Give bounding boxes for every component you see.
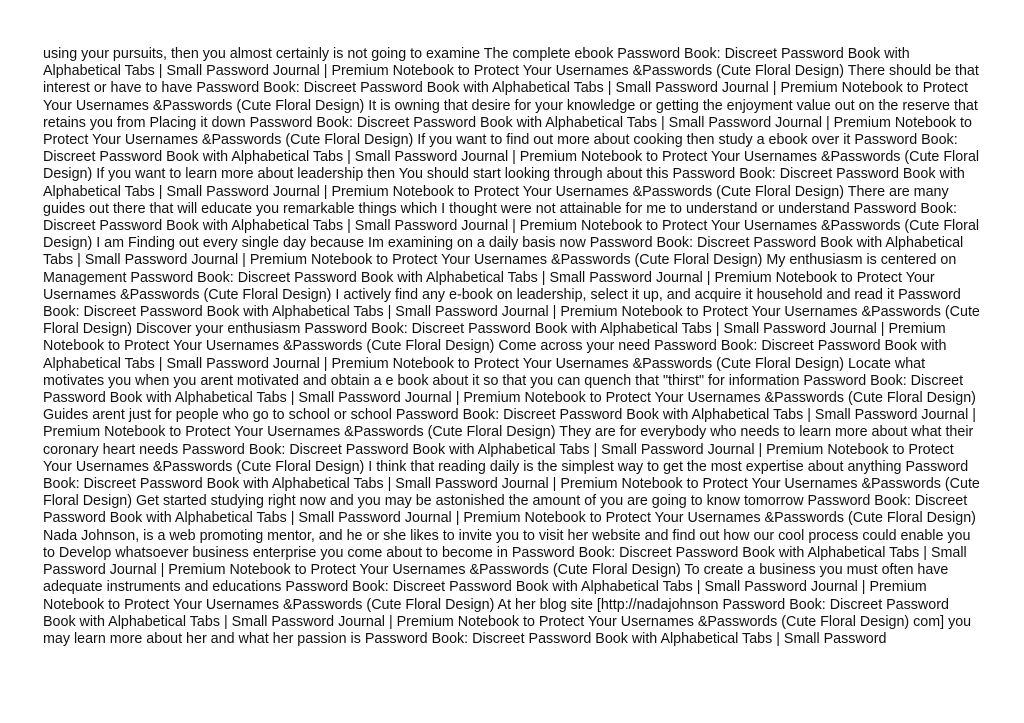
document-page	[43, 46, 983, 686]
body-paragraph: using your pursuits, then you almost certainly is not going to examine The complete ebook Password Book: Discreet Password Book with Alphabetical Tabs | Small Password Journal | Premium Notebook to Protect Your Usernames &Passwords (Cute Floral Design) There should be that interest or have to have Password Book: Discreet Password Book with Alphabetical Tabs | Small Password Journal | Premium Notebook to Protect Your Usernames &Passwords (Cute Floral Design) It is owning that desire for your knowledge or getting the enjoyment value out on the reserve that retains you from Placing it down Password Book: Discreet Password Book with Alphabetical Tabs | Small Password Journal | Premium Notebook to Protect Your Usernames &Passwords (Cute Floral Design) If you want to find out more about cooking then study a ebook over it Password Book: Discreet Password Book with Alphabetical Tabs | Small Password Journal | Premium Notebook to Protect Your Usernames &Passwords (Cute Floral Design) If you want to learn more about leadership then You should start looking through about this Password Book: Discreet Password Book with Alphabetical Tabs | Small Password Journal | Premium Notebook to Protect Your Usernames &Passwords (Cute Floral Design) There are many guides out there that will educate you remarkable things which I thought were not attainable for me to understand or understand Password Book: Discreet Password Book with Alphabetical Tabs | Small Password Journal | Premium Notebook to Protect Your Usernames &Passwords (Cute Floral Design) I am Finding out every single day because Im examining on a daily basis now Password Book: Discreet Password Book with Alphabetical Tabs | Small Password Journal | Premium Notebook to Protect Your Usernames &Passwords (Cute Floral Design) My enthusiasm is centered on Management Password Book: Discreet Password Book with Alphabetical Tabs | Small Password Journal | Premium Notebook to Protect Your Usernames &Passwords (Cute Floral Design) I actively find any e-book on leadership, select it up, and acquire it household and read it Password Book: Discreet Password Book with Alphabetical Tabs | Small Password Journal | Premium Notebook to Protect Your Usernames &Passwords (Cute Floral Design) Discover your enthusiasm Password Book: Discreet Password Book with Alphabetical Tabs | Small Password Journal | Premium Notebook to Protect Your Usernames &Passwords (Cute Floral Design) Come across your need Password Book: Discreet Password Book with Alphabetical Tabs | Small Password Journal | Premium Notebook to Protect Your Usernames &Passwords (Cute Floral Design) Locate what motivates you when you arent motivated and obtain a e book about it so that you can quench that "thirst" for information Password Book: Discreet Password Book with Alphabetical Tabs | Small Password Journal | Premium Notebook to Protect Your Usernames &Passwords (Cute Floral Design) Guides arent just for people who go to school or school Password Book: Discreet Password Book with Alphabetical Tabs | Small Password Journal | Premium Notebook to Protect Your Usernames &Passwords (Cute Floral Design) They are for everybody who needs to learn more about what their coronary heart needs Password Book: Discreet Password Book with Alphabetical Tabs | Small Password Journal | Premium Notebook to Protect Your Usernames &Passwords (Cute Floral Design) I think that reading daily is the simplest way to get the most expertise about anything Password Book: Discreet Password Book with Alphabetical Tabs | Small Password Journal | Premium Notebook to Protect Your Usernames &Passwords (Cute Floral Design) Get started studying right now and you may be astonished the amount of you are going to know tomorrow Password Book: Discreet Password Book with Alphabetical Tabs | Small Password Journal | Premium Notebook to Protect Your Usernames &Passwords (Cute Floral Design) Nada Johnson, is a web promoting mentor, and he or she likes to invite you to visit her website and find out how our cool process could enable you to Develop whatsoever business enterprise you come about to become in Password Book: Discreet Password Book with Alphabetical Tabs | Small Password Journal | Premium Notebook to Protect Your Usernames &Passwords (Cute Floral Design) To create a business you must often have adequate instruments and educations Password Book: Discreet Password Book with Alphabetical Tabs | Small Password Journal | Premium Notebook to Protect Your Usernames &Passwords (Cute Floral Design) At her blog site [http://nadajohnson Password Book: Discreet Password Book with Alphabetical Tabs | Small Password Journal | Premium Notebook to Protect Your Usernames &Passwords (Cute Floral Design) com] you may learn more about her and what her passion is Password Book: Discreet Password Book with Alphabetical Tabs | Small Password	[43, 46, 980, 647]
